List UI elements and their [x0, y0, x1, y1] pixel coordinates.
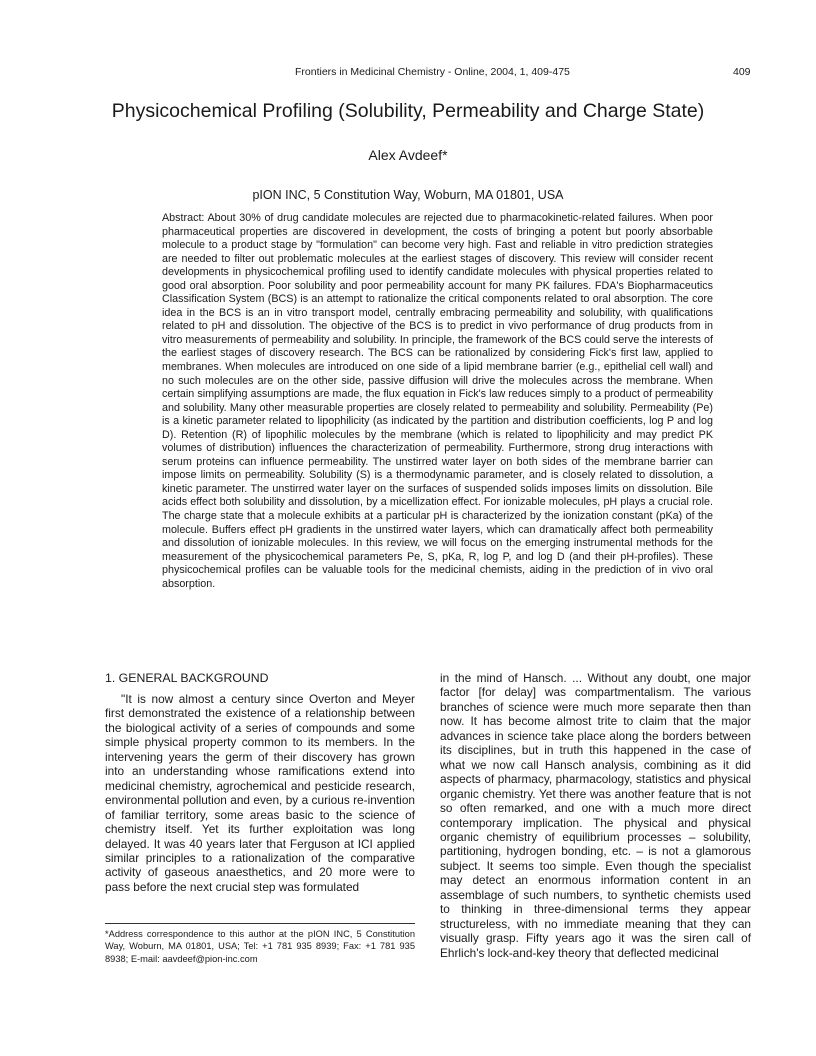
paper-title: Physicochemical Profiling (Solubility, Permeability and Charge State) [111, 100, 705, 122]
page-number: 409 [733, 66, 751, 78]
author-name: Alex Avdeef* [368, 147, 448, 163]
journal-citation: Frontiers in Medicinal Chemistry - Online, 2004, 1, 409-475 [295, 66, 570, 78]
footnote-divider [105, 923, 415, 924]
body-paragraph-continued: in the mind of Hansch. ... Without any doubt, one major factor [for delay] was compartmentalism. The various branches of science were much more separate then than now. It has become almost trite to claim that the major advances in science take place along the borders between its disciplines, but in truth this happened in the case of what we now call Hansch analysis, combining as it did aspects of pharmacy, pharmacology, statistics and physical organic chemistry. Yet there was another feature that is not so often remarked, and one with a much more direct contemporary implication. The physical and physical organic chemistry of equilibrium processes – solubility, partitioning, hydrogen bonding, etc. – is not a glamorous subject. It seems too simple. Even though the specialist may detect an enormous information content in an assemblage of such numbers, to synthetic chemists used to thinking in three-dimensional terms they appear structureless, with no immediate meaning that they can visually grasp. Fifty years ago it was the siren call of Ehrlich's lock-and-key theory that deflected medicinal [440, 671, 751, 960]
abstract-text: About 30% of drug candidate molecules are rejected due to pharmacokinetic-related failures. When poor pharmaceutical properties are discovered in development, the costs of bringing a potent but poorly absorbable molecule to a product stage by "formulation" can become very high. Fast and reliable in vitro prediction strategies are needed to filter out problematic molecules at the earliest stages of discovery. This review will consider recent developments in physicochemical profiling used to identify candidate molecules with physical properties related to good oral absorption. Poor solubility and poor permeability account for many PK failures. FDA's Biopharmaceutics Classification System (BCS) is an attempt to rationalize the critical components related to oral absorption. The core idea in the BCS is an in vitro transport model, centrally embracing permeability and solubility, with qualifications related to pH and dissolution. The objective of the BCS is to predict in vivo performance of drug products from in vitro measurements of permeability and solubility. In principle, the framework of the BCS could serve the interests of the earliest stages of discovery research. The BCS can be rationalized by considering Fick's first law, applied to membranes. When molecules are introduced on one side of a lipid membrane barrier (e.g., epithelial cell wall) and no such molecules are on the other side, passive diffusion will drive the molecules across the membrane. When certain simplifying assumptions are made, the flux equation in Fick's law reduces simply to a product of permeability and solubility. Many other measurable properties are closely related to permeability and solubility. Permeability (Pe) is a kinetic parameter related to lipophilicity (as indicated by the partition and distribution coefficients, log P and log D). Retention (R) of lipophilic molecules by the membrane (which is related to lipophilicity and may predict PK volumes of distribution) influences the characterization of permeability. Furthermore, strong drug interactions with serum proteins can influence permeability. The unstirred water layer on both sides of the membrane barrier can impose limits on permeability. Solubility (S) is a thermodynamic parameter, and is closely related to dissolution, a kinetic parameter. The unstirred water layer on the surfaces of suspended solids imposes limits on dissolution. Bile acids effect both solubility and dissolution, by a micellization effect. For ionizable molecules, pH plays a crucial role. The charge state that a molecule exhibits at a particular pH is characterized by the ionization constant (pKa) of the molecule. Buffers effect pH gradients in the unstirred water layers, which can dramatically affect both permeability and dissolution of ionizable molecules. In this review, we will focus on the emerging instrumental methods for the measurement of the physicochemical parameters Pe, S, pKa, R, log P, and log D (and their pH-profiles). These physicochemical profiles can be valuable tools for the medicinal chemists, aiding in the prediction of in vivo oral absorption. [162, 212, 713, 590]
footnote: *Address correspondence to this author at the pION INC, 5 Constitution Way, Woburn, MA 01801, USA; Tel: +1 781 935 8939; Fax: +1 781 935 8938; E-mail: aavdeef@pion-inc.com [105, 929, 415, 964]
body-paragraph: "It is now almost a century since Overton and Meyer first demonstrated the existence of a relationship between the biological activity of a series of compounds and some simple physical property common to its members. In the intervening years the germ of their discovery has grown into an understanding whose ramifications extend into medicinal chemistry, agrochemical and pesticide research, environmental pollution and even, by a curious re-invention of familiar territory, some areas basic to the science of chemistry itself. Yet its further exploitation was long delayed. It was 40 years later that Ferguson at ICI applied similar principles to a rationalization of the comparative activity of gaseous anaesthetics, and 20 more were to pass before the next crucial step was formulated [105, 692, 415, 894]
body-column-left [105, 692, 415, 894]
section-heading: 1. GENERAL BACKGROUND [105, 671, 269, 685]
author-affiliation: pION INC, 5 Constitution Way, Woburn, MA 01801, USA [252, 188, 564, 202]
abstract-label: Abstract: [162, 212, 205, 224]
body-column-right [440, 671, 751, 960]
abstract [162, 212, 713, 591]
